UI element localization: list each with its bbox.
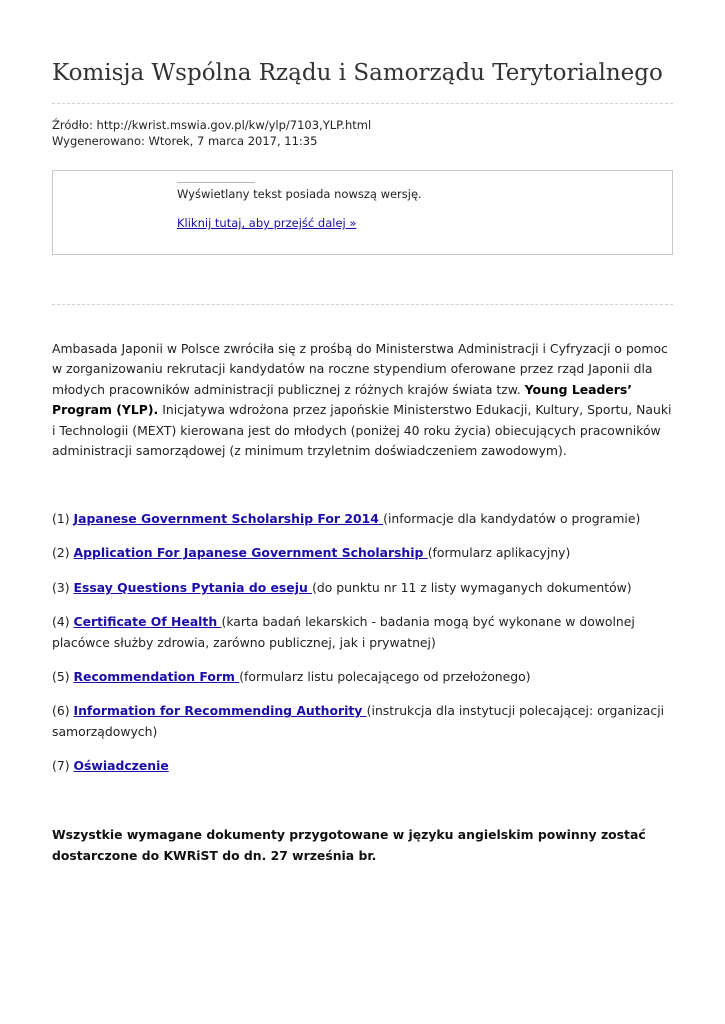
item-number: (3) <box>52 579 74 595</box>
source-label: Źródło: <box>52 118 93 132</box>
source-url: http://kwrist.mswia.gov.pl/kw/ylp/7103,YLP.html <box>96 118 372 132</box>
intro-text-before: Ambasada Japonii w Polsce zwróciła się z prośbą do Ministerstwa Administracji i Cyfryzacji o pomoc w zorganizowaniu rekrutacji kandydatów na roczne stypendium oferowane przez rząd Japonii dla młodych pracowników administracji publicznej z różnych krajów świata tzw. <box>52 341 668 397</box>
document-link-health-certificate[interactable]: Certificate Of Health <box>73 614 222 630</box>
notice-divider <box>52 304 673 305</box>
item-description: (formularz aplikacyjny) <box>427 545 571 561</box>
newer-version-notice <box>52 170 673 255</box>
list-item <box>52 543 673 563</box>
generated-row <box>52 133 371 149</box>
document-link-scholarship-info[interactable]: Japanese Government Scholarship For 2014 <box>73 511 384 526</box>
item-number: (2) <box>52 545 74 561</box>
document-meta <box>52 117 371 149</box>
intro-paragraph <box>52 339 673 461</box>
documents-list <box>52 509 673 777</box>
title-divider <box>52 103 673 104</box>
document-link-essay-questions[interactable]: Essay Questions Pytania do eseju <box>73 579 313 595</box>
document-link-application-form[interactable]: Application For Japanese Government Scholarship <box>73 545 428 561</box>
item-description: (formularz listu polecającego od przełożonego) <box>239 669 531 685</box>
item-description: (do punktu nr 11 z listy wymaganych dokumentów) <box>312 579 632 595</box>
list-item <box>52 756 673 776</box>
notice-rule <box>177 182 255 183</box>
item-description: (instrukcja dla instytucji polecającej: organizacji samorządowych) <box>52 703 665 739</box>
generated-label: Wygenerowano: <box>52 134 145 148</box>
page-title: Komisja Wspólna Rządu i Samorządu Terytorialnego <box>52 60 663 86</box>
submission-deadline-note: Wszystkie wymagane dokumenty przygotowane w języku angielskim powinny zostać dostarczone do KWRiST do dn. 27 września br. <box>52 827 646 863</box>
item-number: (1) <box>52 511 74 526</box>
list-item <box>52 701 673 742</box>
document-link-declaration[interactable]: Oświadczenie <box>73 758 169 774</box>
list-item <box>52 612 673 653</box>
list-item <box>52 667 673 687</box>
document-link-recommending-authority-info[interactable]: Information for Recommending Authority <box>73 703 367 719</box>
item-number: (4) <box>52 614 74 630</box>
source-row <box>52 117 371 133</box>
newer-version-link[interactable]: Kliknij tutaj, aby przejść dalej » <box>177 216 357 230</box>
generated-date: Wtorek, 7 marca 2017, 11:35 <box>148 134 318 148</box>
item-description: (informacje dla kandydatów o programie) <box>383 511 641 526</box>
list-item <box>52 578 673 598</box>
document-link-recommendation-form[interactable]: Recommendation Form <box>73 669 240 685</box>
item-number: (7) <box>52 758 74 774</box>
program-name: Young Leaders’ Program (YLP). <box>52 381 632 418</box>
notice-message: Wyświetlany tekst posiada nowszą wersję. <box>177 187 422 201</box>
item-description: (karta badań lekarskich - badania mogą być wykonane w dowolnej placówce służby zdrowia, zarówno publicznej, jak i prywatnej) <box>52 614 635 650</box>
item-number: (5) <box>52 669 74 685</box>
intro-text-after: Inicjatywa wdrożona przez japońskie Ministerstwo Edukacji, Kultury, Sportu, Nauki i Technologii (MEXT) kierowana jest do młodych (poniżej 40 roku życia) obiecujących pracowników administracji samorządowej (z minimum trzyletnim doświadczeniem zawodowym). <box>52 402 672 459</box>
list-item <box>52 509 673 529</box>
item-number: (6) <box>52 703 74 719</box>
